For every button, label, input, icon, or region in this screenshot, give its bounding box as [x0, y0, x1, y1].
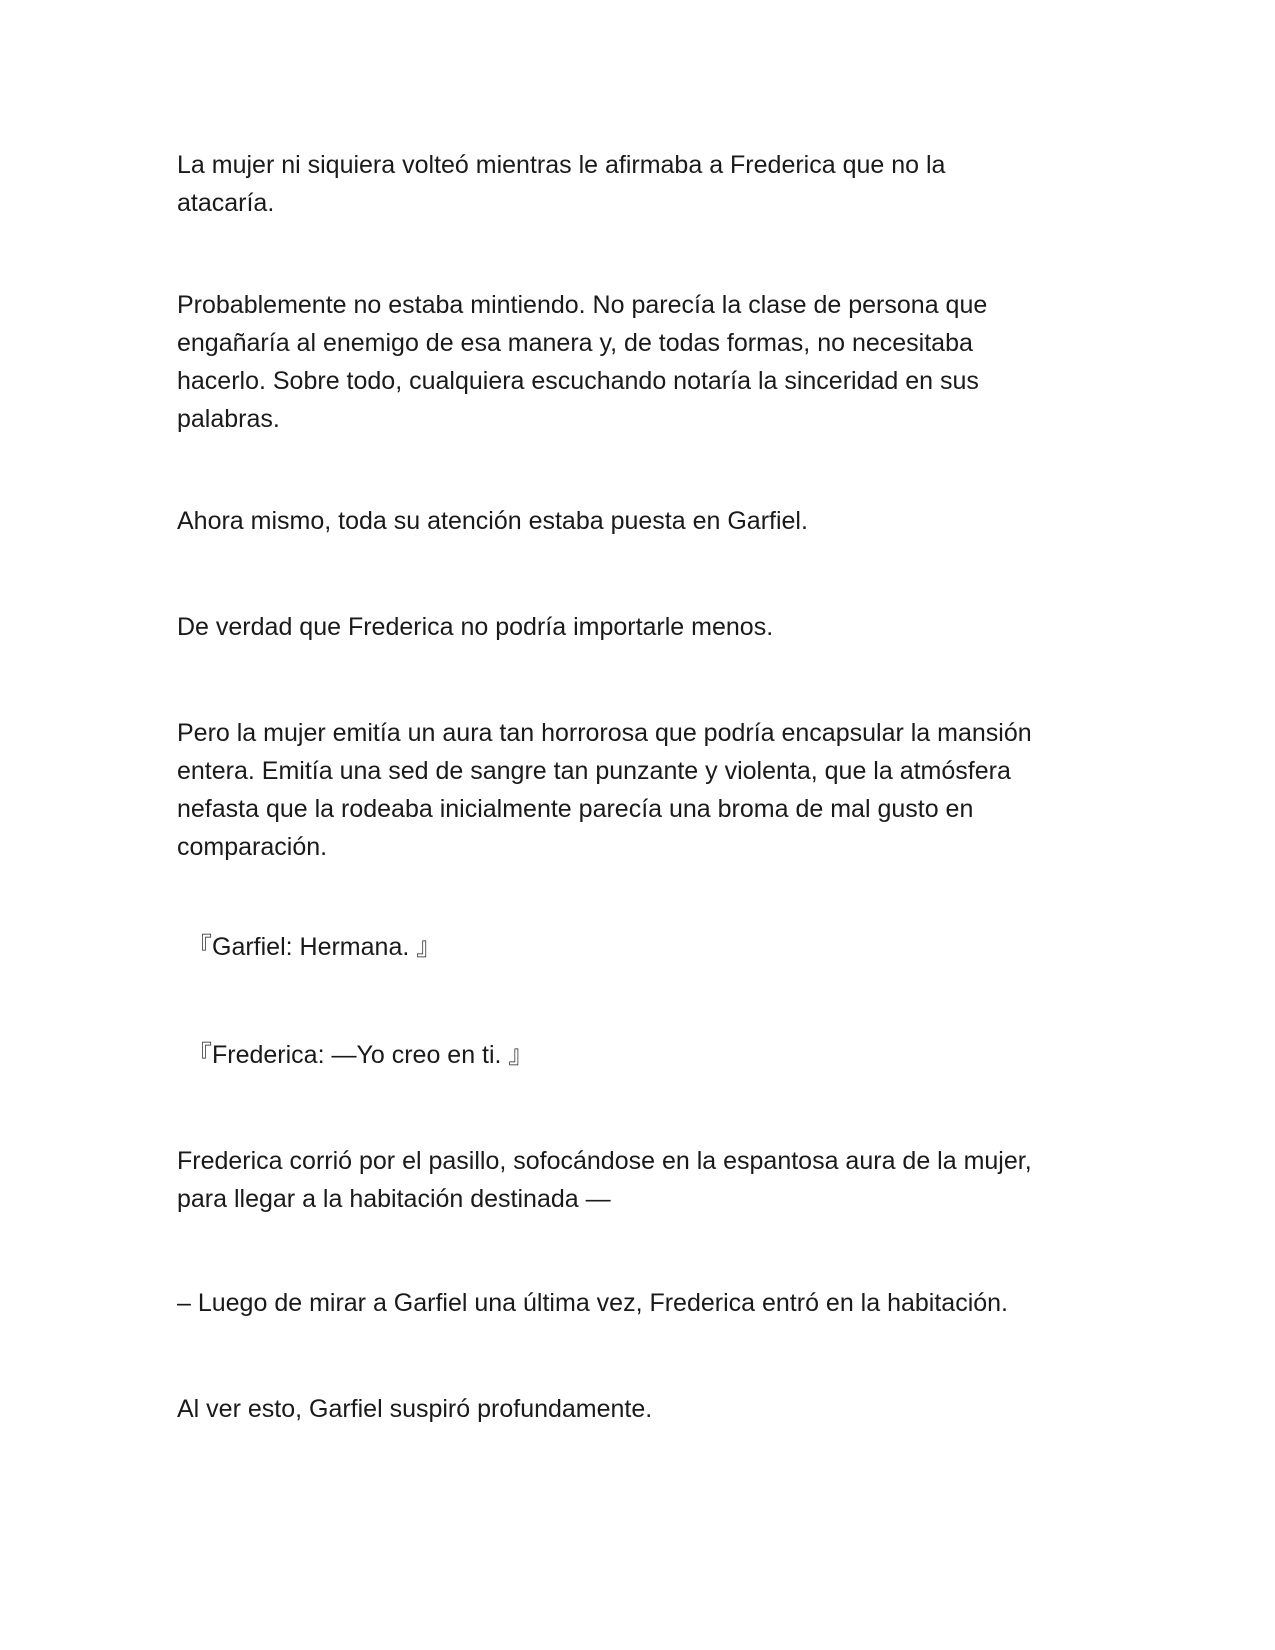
- paragraph-4: De verdad que Frederica no podría importarle menos.: [177, 613, 774, 641]
- paragraph-1: La mujer ni siquiera volteó mientras le afirmaba a Frederica que no la atacaría.: [177, 151, 946, 217]
- dialogue-frederica: 『Frederica: —Yo creo en ti. 』: [187, 1041, 534, 1069]
- dialogue-garfiel: 『Garfiel: Hermana. 』: [187, 933, 442, 961]
- paragraph-8: Al ver esto, Garfiel suspiró profundamente.: [177, 1395, 653, 1423]
- paragraph-3: Ahora mismo, toda su atención estaba puesta en Garfiel.: [177, 507, 808, 535]
- paragraph-5: Pero la mujer emitía un aura tan horrorosa que podría encapsular la mansión entera. Emitía una sed de sangre tan punzante y violenta, que la atmósfera nefasta que la rodeaba inicialmente parecía una broma de mal gusto en comparación.: [177, 719, 1032, 861]
- paragraph-2: Probablemente no estaba mintiendo. No parecía la clase de persona que engañaría al enemigo de esa manera y, de todas formas, no necesitaba hacerlo. Sobre todo, cualquiera escuchando notaría la sinceridad en sus palabras.: [177, 291, 988, 433]
- paragraph-6: Frederica corrió por el pasillo, sofocándose en la espantosa aura de la mujer, para llegar a la habitación destinada —: [177, 1147, 1032, 1213]
- paragraph-7: – Luego de mirar a Garfiel una última vez, Frederica entró en la habitación.: [177, 1289, 1009, 1317]
